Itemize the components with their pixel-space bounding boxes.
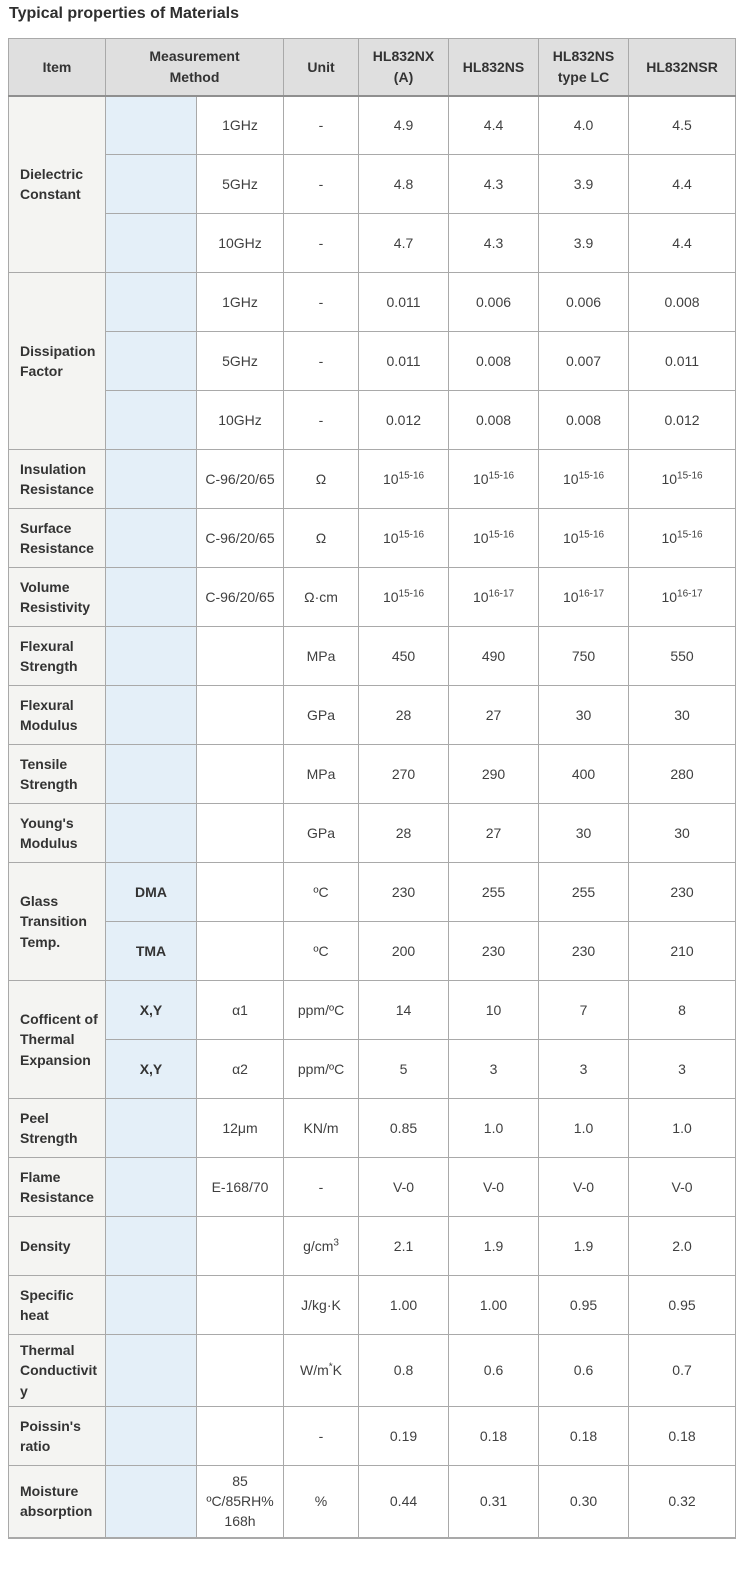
measurement-method-a-cell bbox=[106, 450, 197, 509]
value-cell: 10$^{16-17}$ bbox=[539, 568, 629, 627]
value-cell: 0.007 bbox=[539, 332, 629, 391]
col-header-unit: Unit bbox=[284, 39, 359, 96]
value-cell: 3 bbox=[449, 1040, 539, 1099]
value-cell: 230 bbox=[449, 922, 539, 981]
unit-cell: ppm/ºC bbox=[284, 981, 359, 1040]
value-cell: V-0 bbox=[449, 1158, 539, 1217]
table-row bbox=[9, 745, 736, 804]
item-cell: Surface Resistance bbox=[9, 509, 106, 568]
unit-cell: - bbox=[284, 1406, 359, 1465]
item-cell: Peel Strength bbox=[9, 1099, 106, 1158]
value-cell: 4.9 bbox=[359, 96, 449, 155]
measurement-method-a-cell bbox=[106, 1276, 197, 1335]
value-cell: 255 bbox=[449, 863, 539, 922]
item-cell: Volume Resistivity bbox=[9, 568, 106, 627]
table-row bbox=[9, 922, 736, 981]
value-cell: 30 bbox=[539, 686, 629, 745]
value-cell: 450 bbox=[359, 627, 449, 686]
measurement-method-b-cell: C-96/20/65 bbox=[197, 509, 284, 568]
table-row bbox=[9, 509, 736, 568]
value-cell: 230 bbox=[359, 863, 449, 922]
value-cell: 3.9 bbox=[539, 155, 629, 214]
properties-table bbox=[8, 38, 736, 1539]
measurement-method-b-cell: 1GHz bbox=[197, 273, 284, 332]
measurement-method-a-cell bbox=[106, 1406, 197, 1465]
table-row bbox=[9, 96, 736, 155]
measurement-method-b-cell bbox=[197, 1276, 284, 1335]
value-cell: 10$^{15-16}$ bbox=[539, 450, 629, 509]
table-row bbox=[9, 450, 736, 509]
value-cell: 0.6 bbox=[449, 1335, 539, 1407]
value-cell: 28 bbox=[359, 686, 449, 745]
unit-cell: - bbox=[284, 273, 359, 332]
value-cell: 0.012 bbox=[629, 391, 736, 450]
measurement-method-b-cell: α2 bbox=[197, 1040, 284, 1099]
measurement-method-b-cell bbox=[197, 745, 284, 804]
table-row bbox=[9, 1276, 736, 1335]
measurement-method-a-cell: X,Y bbox=[106, 981, 197, 1040]
col-header-hl832ns: HL832NS bbox=[449, 39, 539, 96]
measurement-method-b-cell bbox=[197, 1406, 284, 1465]
unit-cell: J/kg·K bbox=[284, 1276, 359, 1335]
table-row bbox=[9, 627, 736, 686]
value-cell: 200 bbox=[359, 922, 449, 981]
measurement-method-b-cell: α1 bbox=[197, 981, 284, 1040]
measurement-method-a-cell bbox=[106, 627, 197, 686]
item-cell: Cofficent of Thermal Expansion bbox=[9, 981, 106, 1099]
value-cell: 0.19 bbox=[359, 1406, 449, 1465]
table-row bbox=[9, 568, 736, 627]
item-cell: Moisture absorption bbox=[9, 1465, 106, 1537]
unit-cell: MPa bbox=[284, 745, 359, 804]
value-cell: V-0 bbox=[359, 1158, 449, 1217]
table-header bbox=[9, 39, 736, 96]
measurement-method-a-cell bbox=[106, 214, 197, 273]
value-cell: 0.85 bbox=[359, 1099, 449, 1158]
value-cell: 1.0 bbox=[629, 1099, 736, 1158]
unit-cell: % bbox=[284, 1465, 359, 1537]
value-cell: 0.95 bbox=[539, 1276, 629, 1335]
measurement-method-b-cell: 1GHz bbox=[197, 96, 284, 155]
value-cell: 7 bbox=[539, 981, 629, 1040]
measurement-method-b-cell: 5GHz bbox=[197, 155, 284, 214]
measurement-method-b-cell: 10GHz bbox=[197, 391, 284, 450]
page-content bbox=[8, 4, 736, 1539]
measurement-method-a-cell bbox=[106, 1335, 197, 1407]
table-row bbox=[9, 1406, 736, 1465]
value-cell: 750 bbox=[539, 627, 629, 686]
value-cell: 10$^{15-16}$ bbox=[629, 509, 736, 568]
value-cell: 3 bbox=[629, 1040, 736, 1099]
value-cell: V-0 bbox=[629, 1158, 736, 1217]
value-cell: 10$^{15-16}$ bbox=[449, 509, 539, 568]
value-cell: 0.011 bbox=[359, 332, 449, 391]
value-cell: 4.8 bbox=[359, 155, 449, 214]
table-row bbox=[9, 981, 736, 1040]
value-cell: 1.00 bbox=[359, 1276, 449, 1335]
value-cell: 4.5 bbox=[629, 96, 736, 155]
item-cell: Dielectric Constant bbox=[9, 96, 106, 273]
value-cell: 10$^{15-16}$ bbox=[449, 450, 539, 509]
value-cell: 1.9 bbox=[449, 1217, 539, 1276]
measurement-method-b-cell bbox=[197, 922, 284, 981]
header-row bbox=[9, 39, 736, 96]
value-cell: 0.008 bbox=[629, 273, 736, 332]
measurement-method-a-cell bbox=[106, 332, 197, 391]
table-body bbox=[9, 96, 736, 1538]
measurement-method-a-cell bbox=[106, 96, 197, 155]
value-cell: 0.32 bbox=[629, 1465, 736, 1537]
value-cell: 230 bbox=[629, 863, 736, 922]
value-cell: 1.00 bbox=[449, 1276, 539, 1335]
measurement-method-a-cell bbox=[106, 1217, 197, 1276]
measurement-method-b-cell: E-168/70 bbox=[197, 1158, 284, 1217]
item-cell: Flexural Modulus bbox=[9, 686, 106, 745]
value-cell: 4.3 bbox=[449, 155, 539, 214]
col-header-hl832nx-a: HL832NX (A) bbox=[359, 39, 449, 96]
item-cell: Poissin's ratio bbox=[9, 1406, 106, 1465]
value-cell: 10$^{15-16}$ bbox=[359, 509, 449, 568]
value-cell: 14 bbox=[359, 981, 449, 1040]
value-cell: 290 bbox=[449, 745, 539, 804]
measurement-method-a-cell bbox=[106, 804, 197, 863]
value-cell: 28 bbox=[359, 804, 449, 863]
value-cell: 4.0 bbox=[539, 96, 629, 155]
item-cell: Thermal Conductivity bbox=[9, 1335, 106, 1407]
measurement-method-a-cell bbox=[106, 1158, 197, 1217]
unit-cell: MPa bbox=[284, 627, 359, 686]
measurement-method-a-cell bbox=[106, 391, 197, 450]
value-cell: 490 bbox=[449, 627, 539, 686]
unit-cell: - bbox=[284, 391, 359, 450]
value-cell: 0.012 bbox=[359, 391, 449, 450]
measurement-method-b-cell: 12μm bbox=[197, 1099, 284, 1158]
unit-cell: GPa bbox=[284, 686, 359, 745]
value-cell: 400 bbox=[539, 745, 629, 804]
table-row bbox=[9, 391, 736, 450]
value-cell: 30 bbox=[629, 804, 736, 863]
unit-cell: ºC bbox=[284, 922, 359, 981]
value-cell: 1.0 bbox=[449, 1099, 539, 1158]
table-row bbox=[9, 1335, 736, 1407]
value-cell: 5 bbox=[359, 1040, 449, 1099]
value-cell: 0.30 bbox=[539, 1465, 629, 1537]
col-header-hl832nsr: HL832NSR bbox=[629, 39, 736, 96]
unit-cell: KN/m bbox=[284, 1099, 359, 1158]
unit-cell: W/m*K bbox=[284, 1335, 359, 1407]
value-cell: 0.008 bbox=[539, 391, 629, 450]
item-cell: Density bbox=[9, 1217, 106, 1276]
table-row bbox=[9, 332, 736, 391]
unit-cell: Ω·cm bbox=[284, 568, 359, 627]
table-row bbox=[9, 686, 736, 745]
col-header-item: Item bbox=[9, 39, 106, 96]
measurement-method-b-cell bbox=[197, 804, 284, 863]
value-cell: 30 bbox=[629, 686, 736, 745]
unit-cell: - bbox=[284, 96, 359, 155]
value-cell: 4.4 bbox=[449, 96, 539, 155]
measurement-method-a-cell bbox=[106, 686, 197, 745]
value-cell: 2.0 bbox=[629, 1217, 736, 1276]
measurement-method-b-cell: 10GHz bbox=[197, 214, 284, 273]
unit-cell: Ω bbox=[284, 509, 359, 568]
value-cell: 255 bbox=[539, 863, 629, 922]
value-cell: 1.9 bbox=[539, 1217, 629, 1276]
item-cell: Specific heat bbox=[9, 1276, 106, 1335]
item-cell: Tensile Strength bbox=[9, 745, 106, 804]
value-cell: 230 bbox=[539, 922, 629, 981]
measurement-method-a-cell bbox=[106, 1465, 197, 1537]
value-cell: 4.3 bbox=[449, 214, 539, 273]
value-cell: V-0 bbox=[539, 1158, 629, 1217]
value-cell: 4.4 bbox=[629, 214, 736, 273]
value-cell: 30 bbox=[539, 804, 629, 863]
unit-cell: GPa bbox=[284, 804, 359, 863]
value-cell: 0.18 bbox=[539, 1406, 629, 1465]
value-cell: 8 bbox=[629, 981, 736, 1040]
table-row bbox=[9, 1217, 736, 1276]
table-row bbox=[9, 1465, 736, 1537]
unit-cell: ºC bbox=[284, 863, 359, 922]
value-cell: 10$^{16-17}$ bbox=[449, 568, 539, 627]
measurement-method-a-cell bbox=[106, 155, 197, 214]
value-cell: 0.011 bbox=[359, 273, 449, 332]
value-cell: 0.8 bbox=[359, 1335, 449, 1407]
value-cell: 10$^{15-16}$ bbox=[539, 509, 629, 568]
value-cell: 0.006 bbox=[539, 273, 629, 332]
table-row bbox=[9, 155, 736, 214]
item-cell: Flame Resistance bbox=[9, 1158, 106, 1217]
measurement-method-b-cell: C-96/20/65 bbox=[197, 568, 284, 627]
value-cell: 10$^{15-16}$ bbox=[359, 450, 449, 509]
value-cell: 2.1 bbox=[359, 1217, 449, 1276]
value-cell: 27 bbox=[449, 686, 539, 745]
measurement-method-a-cell bbox=[106, 568, 197, 627]
measurement-method-b-cell bbox=[197, 627, 284, 686]
measurement-method-b-cell bbox=[197, 1335, 284, 1407]
table-row bbox=[9, 804, 736, 863]
value-cell: 3 bbox=[539, 1040, 629, 1099]
value-cell: 3.9 bbox=[539, 214, 629, 273]
value-cell: 0.6 bbox=[539, 1335, 629, 1407]
unit-cell: - bbox=[284, 332, 359, 391]
value-cell: 4.7 bbox=[359, 214, 449, 273]
page-title: Typical properties of Materials bbox=[9, 5, 239, 22]
value-cell: 210 bbox=[629, 922, 736, 981]
measurement-method-b-cell bbox=[197, 686, 284, 745]
unit-cell: ppm/ºC bbox=[284, 1040, 359, 1099]
value-cell: 270 bbox=[359, 745, 449, 804]
value-cell: 10$^{15-16}$ bbox=[629, 450, 736, 509]
measurement-method-a-cell bbox=[106, 1099, 197, 1158]
measurement-method-a-cell: TMA bbox=[106, 922, 197, 981]
measurement-method-a-cell bbox=[106, 745, 197, 804]
value-cell: 10 bbox=[449, 981, 539, 1040]
measurement-method-b-cell: 85 ºC/85RH% 168h bbox=[197, 1465, 284, 1537]
item-cell: Insulation Resistance bbox=[9, 450, 106, 509]
col-header-measurement-method: Measurement Method bbox=[106, 39, 284, 96]
measurement-method-a-cell: X,Y bbox=[106, 1040, 197, 1099]
unit-cell: Ω bbox=[284, 450, 359, 509]
unit-cell: - bbox=[284, 1158, 359, 1217]
item-cell: Young's Modulus bbox=[9, 804, 106, 863]
value-cell: 0.44 bbox=[359, 1465, 449, 1537]
table-row bbox=[9, 1158, 736, 1217]
value-cell: 0.008 bbox=[449, 391, 539, 450]
item-cell: Glass Transition Temp. bbox=[9, 863, 106, 981]
unit-cell: - bbox=[284, 214, 359, 273]
value-cell: 0.18 bbox=[629, 1406, 736, 1465]
measurement-method-a-cell bbox=[106, 273, 197, 332]
unit-cell: - bbox=[284, 155, 359, 214]
value-cell: 0.011 bbox=[629, 332, 736, 391]
col-header-hl832ns-type-lc: HL832NS type LC bbox=[539, 39, 629, 96]
table-row bbox=[9, 273, 736, 332]
value-cell: 280 bbox=[629, 745, 736, 804]
value-cell: 0.7 bbox=[629, 1335, 736, 1407]
value-cell: 0.006 bbox=[449, 273, 539, 332]
table-row bbox=[9, 863, 736, 922]
unit-cell: $g/cm^3$ bbox=[284, 1217, 359, 1276]
table-row bbox=[9, 1040, 736, 1099]
table-row bbox=[9, 1099, 736, 1158]
value-cell: 0.95 bbox=[629, 1276, 736, 1335]
item-cell: Flexural Strength bbox=[9, 627, 106, 686]
value-cell: 0.008 bbox=[449, 332, 539, 391]
value-cell: 550 bbox=[629, 627, 736, 686]
table-row bbox=[9, 214, 736, 273]
value-cell: 10$^{16-17}$ bbox=[629, 568, 736, 627]
measurement-method-b-cell: C-96/20/65 bbox=[197, 450, 284, 509]
value-cell: 27 bbox=[449, 804, 539, 863]
measurement-method-b-cell bbox=[197, 863, 284, 922]
item-cell: Dissipation Factor bbox=[9, 273, 106, 450]
value-cell: 10$^{15-16}$ bbox=[359, 568, 449, 627]
value-cell: 1.0 bbox=[539, 1099, 629, 1158]
measurement-method-b-cell: 5GHz bbox=[197, 332, 284, 391]
value-cell: 0.18 bbox=[449, 1406, 539, 1465]
measurement-method-a-cell bbox=[106, 509, 197, 568]
measurement-method-a-cell: DMA bbox=[106, 863, 197, 922]
measurement-method-b-cell bbox=[197, 1217, 284, 1276]
value-cell: 4.4 bbox=[629, 155, 736, 214]
value-cell: 0.31 bbox=[449, 1465, 539, 1537]
